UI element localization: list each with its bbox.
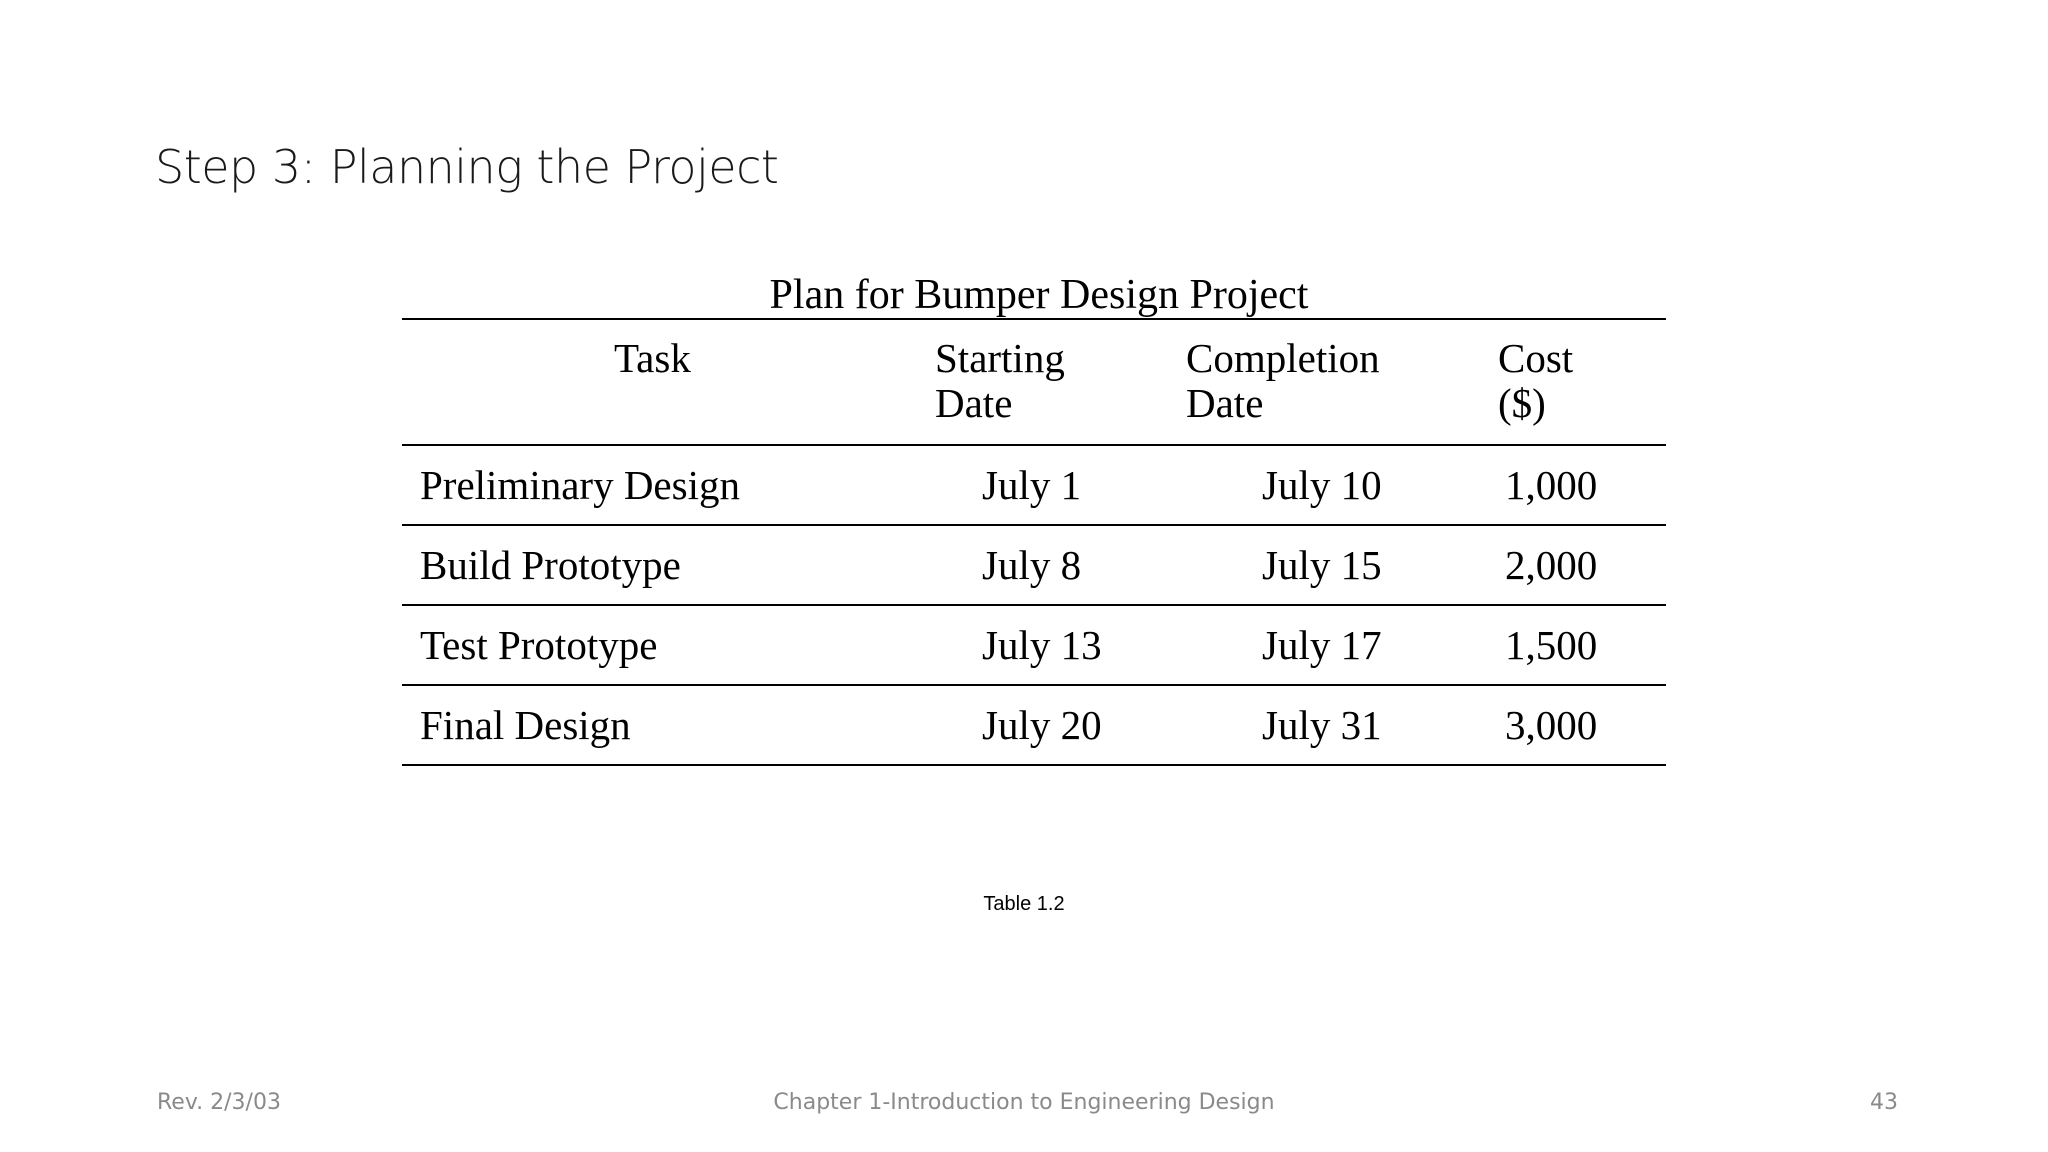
cell-completion-date: July 31 [1262, 702, 1382, 748]
header-completion-date-line2: Date [1186, 380, 1264, 426]
cell-starting-date: July 1 [982, 462, 1082, 508]
header-completion-date-line1: Completion [1186, 335, 1380, 381]
header-cost-line2: ($) [1498, 380, 1546, 426]
project-plan-table [402, 272, 1666, 766]
table-caption: Plan for Bumper Design Project [769, 272, 1309, 318]
table-row [402, 446, 1666, 524]
cell-cost: 3,000 [1505, 702, 1598, 748]
cell-cost: 2,000 [1505, 542, 1598, 588]
cell-task: Final Design [420, 702, 631, 748]
cell-task: Build Prototype [420, 542, 681, 588]
table-row [402, 526, 1666, 604]
slide-title: Step 3: Planning the Project [155, 140, 779, 194]
cell-starting-date: July 8 [982, 542, 1082, 588]
table-row [402, 606, 1666, 684]
cell-cost: 1,000 [1505, 462, 1598, 508]
cell-completion-date: July 15 [1262, 542, 1382, 588]
header-starting-date-line1: Starting [935, 335, 1065, 381]
header-cost [1498, 336, 1573, 426]
header-cost-line1: Cost [1498, 335, 1574, 381]
cell-completion-date: July 17 [1262, 622, 1382, 668]
cell-completion-date: July 10 [1262, 462, 1382, 508]
cell-starting-date: July 20 [982, 702, 1102, 748]
table-label: Table 1.2 [983, 893, 1065, 915]
cell-task: Test Prototype [420, 622, 658, 668]
table-header-row [402, 320, 1666, 444]
cell-task: Preliminary Design [420, 462, 740, 508]
table-rule [402, 764, 1666, 766]
header-task [614, 336, 691, 381]
footer-revision: Rev. 2/3/03 [157, 1090, 281, 1115]
table-row [402, 686, 1666, 764]
header-task-label: Task [614, 335, 691, 381]
footer-chapter: Chapter 1-Introduction to Engineering Design [773, 1090, 1275, 1115]
footer-page-number: 43 [1870, 1090, 1898, 1115]
cell-cost: 1,500 [1505, 622, 1598, 668]
header-completion-date [1186, 336, 1380, 426]
header-starting-date [935, 336, 1065, 426]
cell-starting-date: July 13 [982, 622, 1102, 668]
header-starting-date-line2: Date [935, 380, 1013, 426]
